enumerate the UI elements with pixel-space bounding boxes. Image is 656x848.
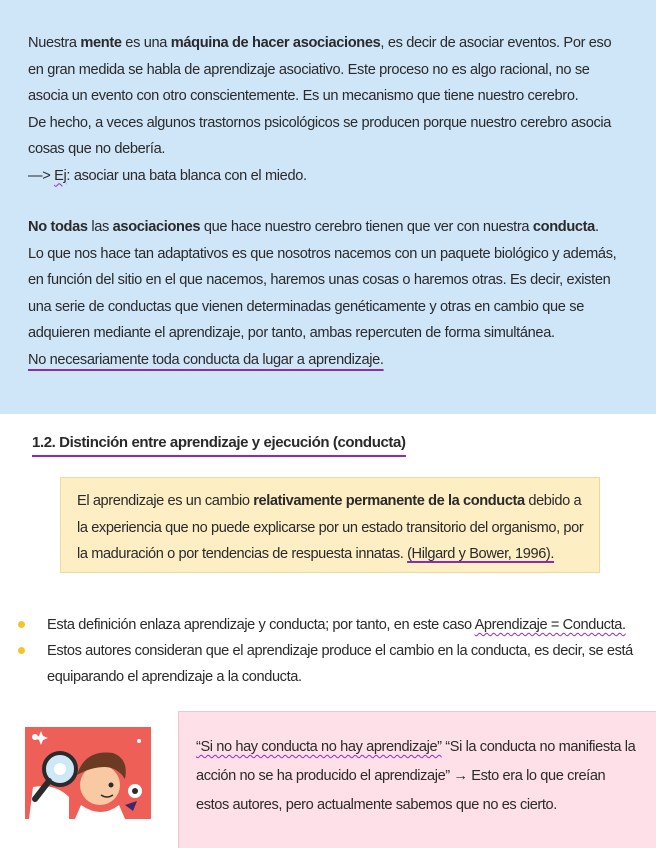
text: El aprendizaje es un cambio <box>77 493 254 509</box>
text: es una <box>121 35 171 51</box>
text-line <box>28 347 638 374</box>
text-line: De hecho, a veces algunos trastornos psicológicos se producen porque nuestro cerebro asocia <box>28 114 612 131</box>
citation: (Hilgard y Bower, 1996). <box>407 546 555 562</box>
bold-text: asociaciones <box>112 219 201 235</box>
bullet-icon <box>18 647 25 654</box>
text-line: una serie de conductas que vienen determinadas genéticamente y otras en cambio que se <box>28 298 584 315</box>
text: Estos autores consideran que el aprendizaje produce el cambio en la conducta, es decir, se está equiparando el aprendizaje a la conducta. <box>47 643 633 685</box>
bold-text: No todas <box>28 219 88 235</box>
text-line: Lo que nos hace tan adaptativos es que nosotros nacemos con un paquete biológico y además, <box>28 245 617 262</box>
text-line: en gran medida se habla de aprendizaje asociativo. Este proceso no es algo racional, no se <box>28 61 590 78</box>
text: Nuestra <box>28 35 81 51</box>
list-item <box>18 638 648 690</box>
text: : asociar una bata blanca con el miedo. <box>66 167 307 184</box>
paragraph-conduct <box>28 214 638 373</box>
text: “Si la conducta no manifiesta la acción no se ha producido el aprendizaje” → Esto era lo que creían estos autores, pero actualmente sabemos que no es cierto. <box>196 739 636 813</box>
bold-text: conducta <box>532 219 595 235</box>
list-item <box>18 612 648 638</box>
text: , es decir de asociar eventos. Por eso <box>380 35 612 51</box>
text: debido a la experiencia que no puede explicarse por un estado transitorio del organismo, por la maduración o por tendencias de respuesta innatas. <box>77 493 584 562</box>
arrow: —> <box>28 167 55 184</box>
text: que hace nuestro cerebro tienen que ver con nuestra <box>200 219 533 235</box>
bullet-list <box>18 612 648 690</box>
equation-text: Aprendizaje = Conducta. <box>474 617 626 633</box>
bold-text: máquina de hacer asociaciones <box>170 35 381 51</box>
quoted-statement: “Si no hay conducta no hay aprendizaje” <box>196 739 442 755</box>
example-line <box>28 163 638 190</box>
example-label: Ej <box>54 167 67 184</box>
magnifying-glass-person-illustration <box>25 727 151 819</box>
bold-text: relativamente permanente de la conducta <box>253 493 525 509</box>
bold-text: mente <box>80 35 122 51</box>
underlined-conclusion: No necesariamente toda conducta da lugar a aprendizaje. <box>28 351 384 368</box>
text-line: cosas que no debería. <box>28 141 166 157</box>
text-line <box>28 30 638 57</box>
text-line <box>28 214 638 241</box>
text: Esta definición enlaza aprendizaje y conducta; por tanto, en este caso <box>47 617 475 633</box>
text-line: en función del sitio en el que nacemos, haremos unas cosas o haremos otras. Es decir, existen <box>28 272 611 288</box>
definition-quote-box <box>60 477 600 573</box>
bullet-icon <box>18 621 25 628</box>
text-line: adquieren mediante el aprendizaje, por tanto, ambas repercuten de forma simultánea. <box>28 325 555 341</box>
paragraph-associations <box>28 30 638 189</box>
text: las <box>87 219 113 235</box>
text: . <box>594 219 599 235</box>
section-heading: 1.2. Distinción entre aprendizaje y ejecución (conducta) <box>32 434 406 457</box>
text-line: asocia un evento con otro conscientemente. Es un mecanismo que tiene nuestro cerebro. <box>28 88 579 104</box>
note-text <box>196 733 641 820</box>
